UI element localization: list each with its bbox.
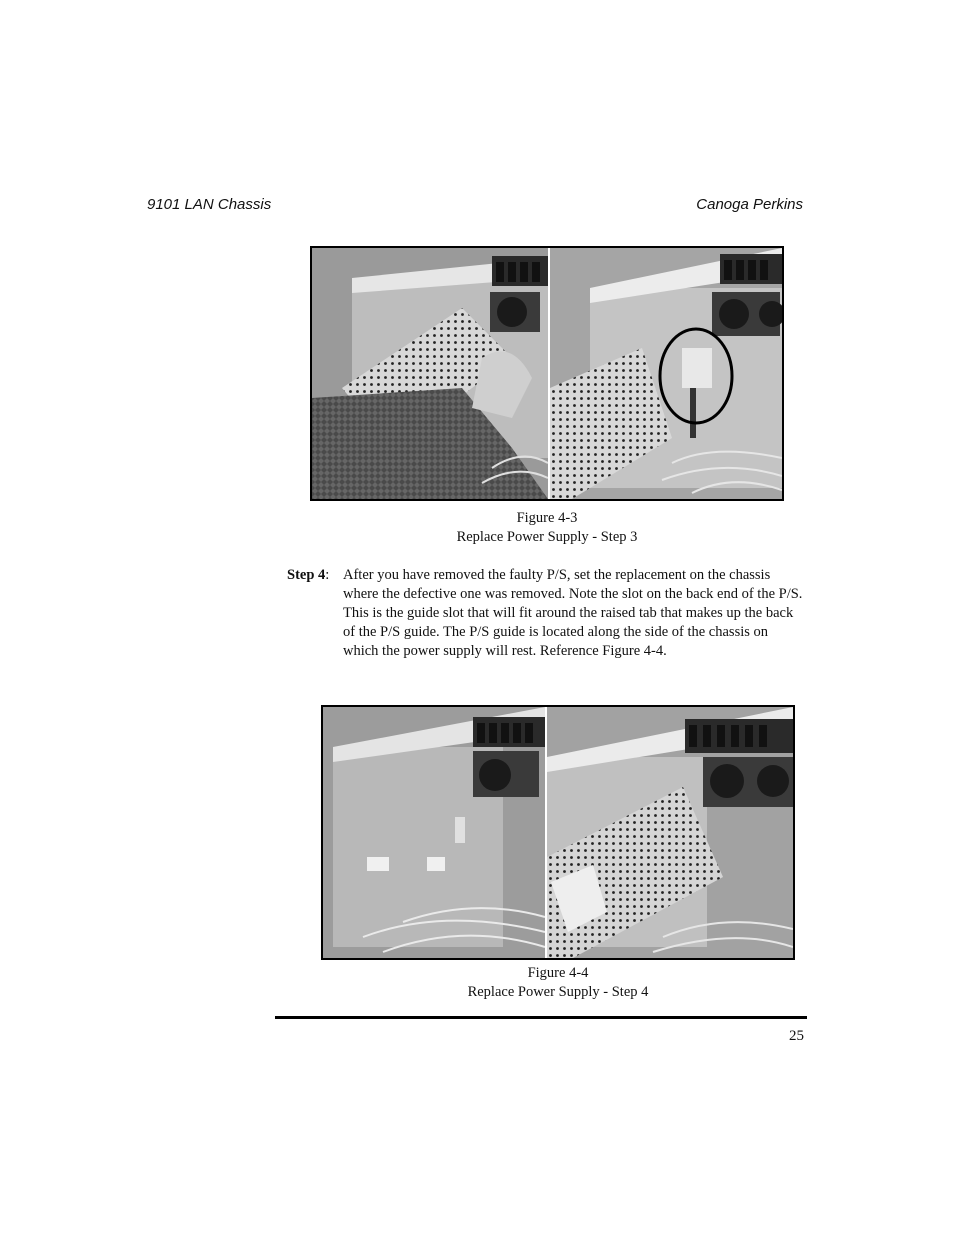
- page-number: 25: [789, 1028, 804, 1044]
- step-body-text: After you have removed the faulty P/S, set the replacement on the chassis where the defective one was removed. Note the slot on the back end of the P/S. This is the guide slot that will fit around the raised tab that makes up the back of the P/S guide. The P/S guide is located along the side of the chassis on which the power supply will rest. Reference Figure 4-4.: [343, 567, 803, 659]
- figure-caption-text: Replace Power Supply - Step 3: [456, 529, 638, 545]
- figure-4-3-caption: [310, 509, 784, 547]
- step-label-colon: :: [325, 567, 330, 583]
- figure-4-4-caption: [321, 964, 795, 1002]
- figure-caption-text: Replace Power Supply - Step 4: [467, 984, 649, 1000]
- figure-4-3-image: [312, 248, 782, 499]
- figure-label: Figure 4-3: [516, 510, 578, 526]
- running-header-right: Canoga Perkins: [696, 196, 803, 213]
- figure-4-4-photo: [321, 705, 795, 960]
- footer-rule: [275, 1016, 807, 1019]
- figure-4-4-image: [323, 707, 793, 958]
- running-header-left: 9101 LAN Chassis: [147, 196, 272, 213]
- step-label: [287, 566, 329, 585]
- figure-label: Figure 4-4: [527, 965, 589, 981]
- step-4-paragraph: [287, 566, 807, 661]
- figure-4-3-photo: [310, 246, 784, 501]
- step-label-text: Step 4: [287, 567, 326, 583]
